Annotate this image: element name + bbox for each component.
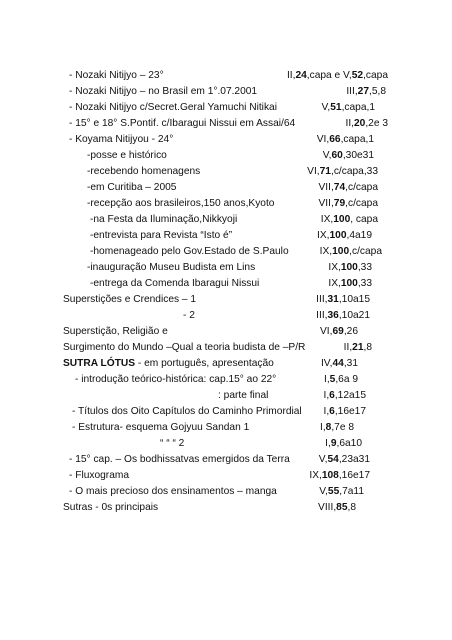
entry-text: -posse e histórico [87,150,167,161]
ref-segment: ,30e31 [342,150,374,161]
entry-text: - Estrutura- esquema Gojyuu Sandan 1 [72,422,250,433]
entry-text: - Nozaki Nitijyo – no Brasil em 1°.07.2001 [69,86,258,97]
issue-number: 55 [327,486,340,497]
ref-segment: III, [346,86,358,97]
entry-text: -em Curitiba – 2005 [87,182,177,193]
ref-segment: , capa [350,214,378,225]
entry-ref [344,342,372,354]
entry-text: -inauguração Museu Budista em Lins [87,262,256,273]
ref-segment: ,31 [343,358,358,369]
ref-segment: V, [318,454,328,465]
issue-number: 60 [331,150,343,161]
issue-number: 51 [330,102,342,113]
entry-ref [317,230,372,242]
entry-ref [309,470,370,482]
ref-segment: I, [323,406,330,417]
ref-segment: ,6a10 [336,438,362,449]
entry-text: -entrega da Comenda Ibaragui Nissui [90,278,260,289]
ref-segment: ,c/capa [345,198,378,209]
entry-ref [346,86,386,98]
entry-ref [321,214,378,226]
ref-segment: ,c/capa [345,182,378,193]
entry-ref [345,118,388,130]
ref-segment: ,capa,1 [341,102,375,113]
issue-number: 71 [319,166,331,177]
entry-text: - O mais precioso dos ensinamentos – manga [69,486,277,497]
issue-number: 100 [329,230,347,241]
ref-segment: IX, [319,246,333,257]
ref-segment: ,2e 3 [365,118,388,129]
entry-text: - 15° e 18° S.Pontif. c/Ibaragui Nissui em Assai/64 [69,118,296,129]
ref-segment: ,33 [357,278,372,289]
issue-number: 52 [351,70,364,81]
heading-tail: - em português, apresentação [135,358,274,369]
issue-number: 20 [353,118,366,129]
ref-segment: ,5,8 [369,86,386,97]
ref-segment: II, [286,70,296,81]
ref-segment: ,33 [357,262,372,273]
entry-text: - Koyama Nitijyou - 24° [69,134,174,145]
entry-ref [319,486,364,498]
ref-segment: V, [321,102,331,113]
ref-segment: I, [319,422,326,433]
issue-number: 31 [327,294,339,305]
entry-text: -homenageado pelo Gov.Estado de S.Paulo [90,246,289,257]
issue-number: 79 [333,198,346,209]
entry-text: - Fluxograma [69,470,130,481]
entry-heading [63,358,274,370]
ref-segment: III, [316,294,328,305]
entry-ref [317,134,374,146]
entry-ref [319,182,379,194]
entry-text: -na Festa da Iluminação,Nikkyoji [90,214,238,225]
entry-text: - Títulos dos Oito Capítulos do Caminho Primordial [72,406,302,417]
ref-segment: I, [323,390,330,401]
issue-number: 66 [329,134,341,145]
ref-segment: II, [345,118,354,129]
ref-segment: ,4a19 [346,230,372,241]
issue-number: 100 [340,278,358,289]
entry-ref [322,102,375,114]
ref-segment: ,capa [363,70,388,81]
issue-number: 100 [332,246,350,257]
entry-text: “ “ “ 2 [160,438,185,449]
entry-ref [324,374,358,386]
ref-segment: IX, [328,278,341,289]
ref-segment: II, [343,342,353,353]
ref-segment: IV, [320,358,333,369]
entry-ref [325,438,362,450]
issue-number: 100 [340,262,358,273]
entry-text: Surgimento do Mundo –Qual a teoria budista de –P/R [63,342,306,353]
ref-segment: I, [323,374,330,385]
ref-segment: V, [322,150,332,161]
entry-ref [307,166,378,178]
ref-segment: ,7a11 [339,486,364,497]
entry-ref [321,358,358,370]
issue-number: 36 [327,310,339,321]
entry-ref [320,422,354,434]
ref-segment: ,7e 8 [331,422,354,433]
ref-segment: ,10a21 [338,310,370,321]
entry-ref [319,454,370,466]
issue-number: 100 [333,214,351,225]
entry-ref [328,262,372,274]
ref-segment: ,8 [347,502,356,513]
issue-number: 27 [357,86,369,97]
ref-segment: ,23a31 [338,454,370,465]
ref-segment: ,16e17 [334,406,366,417]
ref-segment: IX, [309,470,322,481]
heading-bold: SUTRA LÓTUS [63,358,136,369]
ref-segment: ,8 [363,342,372,353]
ref-segment: I, [325,438,331,449]
entry-text: -recebendo homenagens [87,166,201,177]
entry-text: Superstição, Religião e [63,326,168,337]
entry-text: - Nozaki Nitijyo c/Secret.Geral Yamuchi Nitikai [69,102,277,113]
entry-ref [328,278,372,290]
ref-segment: ,capa,1 [340,134,374,145]
ref-segment: ,26 [343,326,358,337]
ref-segment: ,c/capa [349,246,382,257]
ref-segment: ,16e17 [338,470,370,481]
entry-ref [287,70,388,82]
issue-number: 74 [333,182,346,193]
ref-segment: IX, [320,214,334,225]
entry-ref [323,150,374,162]
entry-ref [316,294,370,306]
ref-segment: VII, [318,198,334,209]
ref-segment: VI, [320,326,333,337]
issue-number: 54 [327,454,339,465]
ref-segment: IX, [317,230,330,241]
issue-number: 5 [329,374,336,385]
entry-text: : parte final [218,390,269,401]
ref-segment: V, [319,486,328,497]
ref-segment: VI, [316,134,330,145]
issue-number: 69 [332,326,344,337]
issue-number: 85 [336,502,348,513]
entry-text: Superstições e Crendices – 1 [63,294,197,305]
issue-number: 21 [352,342,364,353]
ref-segment: ,c/capa,33 [330,166,378,177]
entry-text: - introdução teórico-histórica: cap.15° ao 22° [75,374,277,385]
ref-segment: ,10a15 [338,294,370,305]
issue-number: 108 [321,470,339,481]
ref-segment: IX, [328,262,341,273]
entry-text: - Nozaki Nitijyo – 23° [69,70,164,81]
entry-text: -entrevista para Revista “Isto é” [90,230,233,241]
issue-number: 6 [329,390,335,401]
issue-number: 9 [330,438,337,449]
ref-segment: VIII, [318,502,337,513]
ref-segment: III, [316,310,328,321]
entry-ref [320,246,382,258]
ref-segment: VII, [318,182,334,193]
ref-segment: ,capa e V, [306,70,352,81]
entry-ref [323,390,366,402]
issue-number: 24 [295,70,307,81]
entry-text: - 2 [183,310,195,321]
entry-ref [323,406,366,418]
ref-segment: ,6a 9 [335,374,358,385]
entry-ref [319,198,379,210]
ref-segment: ,12a15 [334,390,366,401]
issue-number: 6 [329,406,335,417]
entry-text: Sutras - 0s principais [63,502,159,513]
entry-text: -recepção aos brasileiros,150 anos,Kyoto [87,198,275,209]
issue-number: 8 [325,422,332,433]
entry-ref [316,310,370,322]
issue-number: 44 [332,358,344,369]
ref-segment: VI, [307,166,320,177]
entry-text: - 15° cap. – Os bodhissatvas emergidos da Terra [69,454,290,465]
entry-ref [320,326,358,338]
entry-ref [318,502,356,514]
